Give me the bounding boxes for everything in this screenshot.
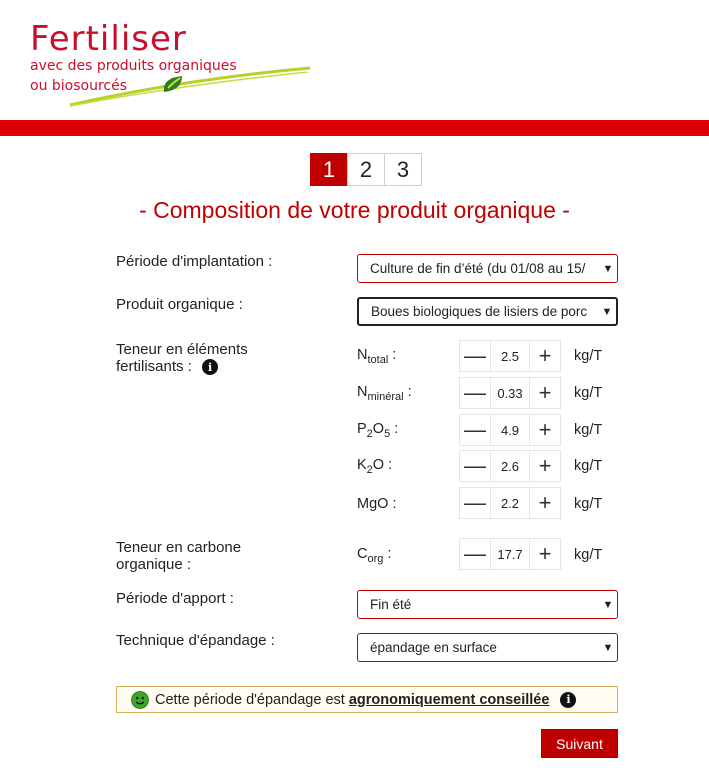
nutrient-label-p2o5: $P_2O_5$ : bbox=[357, 421, 399, 440]
k2o-unit: kg/T bbox=[574, 458, 603, 474]
nutrient-label-nmineral: $N_{minéral}$ : bbox=[357, 384, 412, 403]
advice-banner bbox=[116, 686, 618, 713]
corg-stepper[interactable] bbox=[459, 538, 561, 570]
ntotal-stepper[interactable] bbox=[459, 340, 561, 372]
step-indicator bbox=[310, 153, 422, 186]
plus-icon[interactable]: + bbox=[538, 343, 552, 368]
p2o5-value[interactable]: 4.9 bbox=[490, 415, 530, 445]
step-2[interactable]: 2 bbox=[347, 153, 385, 186]
info-icon[interactable]: i bbox=[560, 692, 576, 708]
ntotal-value[interactable]: 2.5 bbox=[490, 341, 530, 371]
minus-icon[interactable]: — bbox=[464, 490, 486, 515]
advice-text: Cette période d'épandage est bbox=[155, 691, 345, 708]
minus-icon[interactable]: — bbox=[464, 453, 486, 478]
plus-icon[interactable]: + bbox=[538, 541, 552, 566]
mgo-value[interactable]: 2.2 bbox=[490, 488, 530, 518]
leaf-icon bbox=[160, 74, 186, 94]
nutrient-label-k2o: $K_2O$ : bbox=[357, 457, 393, 476]
nutrient-label-mgo: MgO : bbox=[357, 496, 397, 512]
corg-unit: kg/T bbox=[574, 547, 603, 563]
periode-apport-select[interactable]: Fin été ▼ bbox=[357, 590, 618, 619]
nmineral-unit: kg/T bbox=[574, 385, 603, 401]
teneur-carbone-label: Teneur en carbone organique : bbox=[116, 539, 242, 573]
chevron-down-icon: ▼ bbox=[601, 305, 613, 318]
periode-implantation-select[interactable]: Culture de fin d’été (du 01/08 au 15/ ▼ bbox=[357, 254, 618, 283]
nutrient-label-corg: $C_{org}$ : bbox=[357, 546, 392, 565]
minus-icon[interactable]: — bbox=[464, 541, 486, 566]
info-icon[interactable]: i bbox=[202, 359, 218, 375]
p2o5-unit: kg/T bbox=[574, 422, 603, 438]
k2o-value[interactable]: 2.6 bbox=[490, 451, 530, 481]
logo-title: Fertiliser bbox=[30, 19, 187, 59]
step-3[interactable]: 3 bbox=[384, 153, 422, 186]
periode-apport-label: Période d'apport : bbox=[116, 590, 234, 607]
nmineral-stepper[interactable] bbox=[459, 377, 561, 409]
page-title: - Composition de votre produit organique - bbox=[139, 197, 570, 223]
technique-epandage-label: Technique d'épandage : bbox=[116, 632, 275, 649]
chevron-down-icon: ▼ bbox=[602, 641, 614, 654]
ntotal-unit: kg/T bbox=[574, 348, 603, 364]
periode-implantation-label: Période d'implantation : bbox=[116, 253, 273, 270]
header-band bbox=[0, 120, 709, 136]
nmineral-value[interactable]: 0.33 bbox=[490, 378, 530, 408]
advice-link[interactable]: agronomiquement conseillée bbox=[348, 691, 550, 708]
logo-subtitle-line2: ou biosourcés bbox=[30, 78, 128, 94]
mgo-unit: kg/T bbox=[574, 496, 603, 512]
step-1[interactable]: 1 bbox=[310, 153, 348, 186]
produit-organique-label: Produit organique : bbox=[116, 296, 243, 313]
technique-epandage-select[interactable]: épandage en surface ▼ bbox=[357, 633, 618, 662]
chevron-down-icon: ▼ bbox=[602, 262, 614, 275]
produit-organique-select[interactable]: Boues biologiques de lisiers de porc ▼ bbox=[357, 297, 618, 326]
nutrient-label-ntotal: $N_{total}$ : bbox=[357, 347, 397, 366]
chevron-down-icon: ▼ bbox=[602, 598, 614, 611]
mgo-stepper[interactable] bbox=[459, 487, 561, 519]
logo-swoosh bbox=[60, 60, 320, 110]
logo-subtitle-line1: avec des produits organiques bbox=[30, 58, 237, 74]
minus-icon[interactable]: — bbox=[464, 380, 486, 405]
plus-icon[interactable]: + bbox=[538, 453, 552, 478]
teneur-elements-label: Teneur en éléments fertilisants : i bbox=[116, 341, 248, 375]
corg-value[interactable]: 17.7 bbox=[490, 539, 530, 569]
smiley-icon bbox=[131, 691, 149, 709]
next-button[interactable]: Suivant bbox=[541, 729, 618, 758]
p2o5-stepper[interactable] bbox=[459, 414, 561, 446]
minus-icon[interactable]: — bbox=[464, 417, 486, 442]
k2o-stepper[interactable] bbox=[459, 450, 561, 482]
plus-icon[interactable]: + bbox=[538, 380, 552, 405]
plus-icon[interactable]: + bbox=[538, 417, 552, 442]
minus-icon[interactable]: — bbox=[464, 343, 486, 368]
plus-icon[interactable]: + bbox=[538, 490, 552, 515]
